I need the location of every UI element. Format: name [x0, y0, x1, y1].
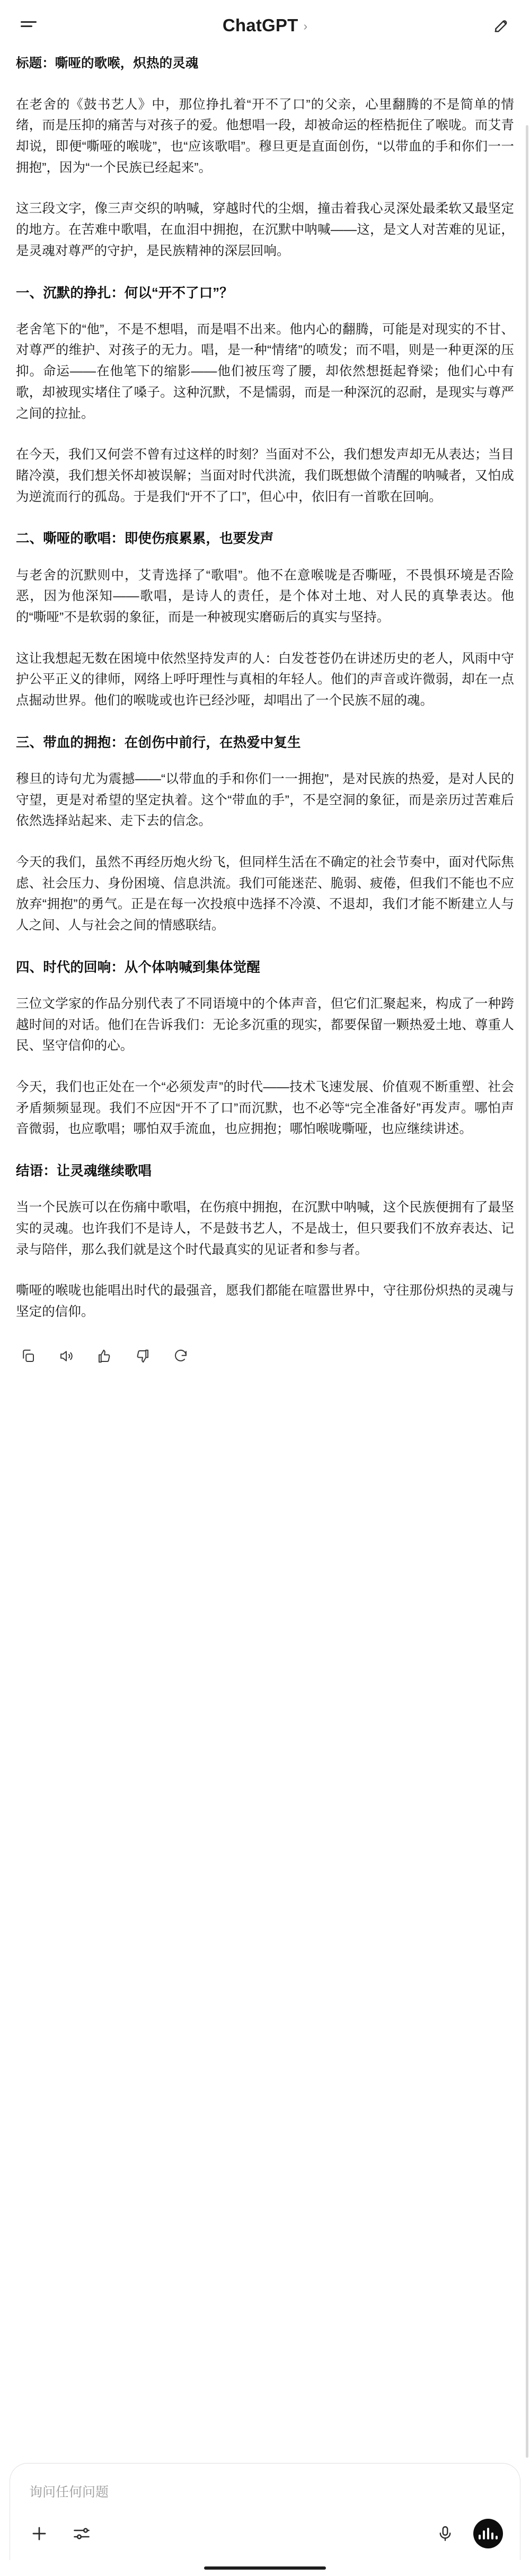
composer-area	[0, 2463, 530, 2576]
home-indicator-bar	[204, 2566, 326, 2570]
closing-heading: 结语：让灵魂继续歌唱	[16, 1164, 152, 1179]
section-1-paragraph-2: 在今天，我们又何尝不曾有过这样的时刻？当面对不公，我们想发声却无从表达；当目睹冷漠，我们想关怀却被误解；当面对时代洪流，我们既想做个清醒的呐喊者，又怕成为逆流而行的孤岛。于是我们“开不了口”，但心中，依旧有一首歌在回响。	[16, 447, 514, 504]
section-2-paragraph-1: 与老舍的沉默则中，艾青选择了“歌唱”。他不在意喉咙是否嘶哑，不畏惧环境是否险恶，因为他深知——歌唱，是诗人的责任，是个体对土地、对人民的真挚表达。他的“嘶哑”不是软弱的象征，而是一种被现实磨砺后的真实与坚持。	[16, 568, 514, 625]
voice-waveform-icon	[479, 2528, 498, 2539]
closing-paragraph-2: 嘶哑的喉咙也能唱出时代的最强音，愿我们都能在喧嚣世界中，守往那份炽热的灵魂与坚定的信仰。	[16, 1283, 514, 1320]
page-title	[0, 15, 530, 36]
refresh-icon	[173, 1348, 189, 1364]
section-heading-3: 三、带血的拥抱：在创伤中前行，在热爱中复生	[16, 735, 301, 750]
message-input[interactable]: 询问任何问题	[29, 2485, 109, 2500]
section-3-paragraph-1: 穆旦的诗句尤为震撼——“以带血的手和你们一一拥抱”，是对民族的热爱，是对人民的守望，更是对希望的坚定执着。这个“带血的手”，不是空洞的象征，而是亲历过苦难后依然选择站起来、走下去的信念。	[16, 771, 514, 829]
microphone-icon	[436, 2525, 454, 2543]
hamburger-menu-icon	[21, 21, 37, 30]
section-1-paragraph-1: 老舍笔下的“他”，不是不想唱，而是唱不出来。他内心的翻腾，可能是对现实的不甘、对尊严的维护、对孩子的无力。唱，是一种“情绪”的喷发；而不唱，则是一种更深的压抑。命运——在他笔下的缩影——他们被压弯了腰，却依然想挺起脊梁；他们心中有歌，却被现实堵住了嗓子。这种沉默，不是懦弱，而是一种深沉的忍耐，是现实与尊严之间的拉扯。	[16, 322, 514, 421]
vertical-scrollbar[interactable]	[526, 125, 528, 2458]
header-right-group	[488, 12, 515, 39]
voice-mode-button[interactable]	[473, 2519, 503, 2548]
section-3-paragraph-2: 今天的我们，虽然不再经历炮火纷飞，但同样生活在不确定的社会节奏中，面对代际焦虑、社会压力、身份困境、信息洪流。我们可能迷茫、脆弱、疲倦，但我们不能也不应放弃“拥抱”的勇气。正是在每一次投痕中选择不冷漠、不退却，我们才能不断建立人与人之间、人与社会之间的情感联结。	[16, 855, 514, 933]
assistant-message	[16, 53, 514, 1323]
intro-paragraph-2: 这三段文字，像三声交织的呐喊，穿越时代的尘烟，撞击着我心灵深处最柔软又最坚定的地方。在苦难中歌唱，在血泪中拥抱，在沉默中呐喊——这，是文人对苦难的见证，是灵魂对尊严的守护，是民族精神的深层回响。	[16, 201, 514, 258]
regenerate-button[interactable]	[171, 1346, 191, 1366]
section-4-paragraph-2: 今天，我们也正处在一个“必须发声”的时代——技术飞速发展、价值观不断重塑、社会矛盾频频显现。我们不应因“开不了口”而沉默，也不必等“完全准备好”再发声。哪怕声音微弱，也应歌唱；哪怕双手流血，也应拥抱；哪怕喉咙嘶哑，也应继续讲述。	[16, 1080, 514, 1137]
section-4-paragraph-1: 三位文学家的作品分别代表了不同语境中的个体声音，但它们汇聚起来，构成了一种跨越时间的对话。他们在告诉我们：无论多沉重的现实，都要保留一颗热爱土地、尊重人民、坚守信仰的心。	[16, 996, 514, 1053]
thumbs-up-button[interactable]	[94, 1346, 114, 1366]
new-chat-button[interactable]	[488, 12, 515, 39]
message-action-bar	[16, 1343, 514, 1384]
chevron-right-icon: ›	[303, 19, 308, 33]
copy-button[interactable]	[18, 1346, 38, 1366]
app-title-label: ChatGPT	[222, 15, 298, 35]
section-heading-1: 一、沉默的挣扎：何以“开不了口”？	[16, 285, 233, 301]
sliders-tools-icon	[72, 2524, 91, 2543]
copy-icon	[20, 1348, 36, 1364]
compose-new-chat-icon	[492, 16, 510, 34]
app-header	[0, 0, 530, 51]
composer-right-actions	[433, 2519, 503, 2548]
section-2-paragraph-2: 这让我想起无数在困境中依然坚持发声的人：白发苍苍仍在讲述历史的老人，风雨中守护公平正义的律师，网络上呼吁理性与真相的年轻人。他们的声音或许微弱，却在一点点掘动世界。他们的喉咙或也许已经沙哑，却唱出了一个民族不屈的魂。	[16, 651, 514, 708]
system-home-indicator	[0, 2560, 530, 2576]
speaker-icon	[58, 1348, 74, 1364]
thumbs-down-button[interactable]	[132, 1346, 153, 1366]
tools-button[interactable]	[69, 2521, 94, 2546]
attach-button[interactable]	[27, 2521, 51, 2546]
section-heading-2: 二、嘶哑的歌唱：即使伤痕累累，也要发声	[16, 531, 274, 547]
message-composer[interactable]	[10, 2463, 520, 2560]
thumbs-down-icon	[135, 1348, 151, 1364]
closing-paragraph-1: 当一个民族可以在伤痛中歌唱，在伤痕中拥抱，在沉默中呐喊，这个民族便拥有了最坚实的灵魂。也许我们不是诗人，不是鼓书艺人，不是战士，但只要我们不放弃表达、记录与陪伴，那么我们就是这个时代最真实的见证者和参与者。	[16, 1200, 514, 1257]
intro-paragraph-1: 在老舍的《鼓书艺人》中，那位挣扎着“开不了口”的父亲，心里翻腾的不是简单的情绪，而是压抑的痛苦与对孩子的爱。他想唱一段，却被命运的桎梏扼住了喉咙。而艾青却说，即便“嘶哑的喉咙”，也“应该歌唱”。穆旦更是直面创伤，“以带血的手和你们一一拥抱”，因为“一个民族已经起来”。	[16, 97, 514, 175]
composer-left-actions	[27, 2521, 94, 2546]
conversation-scroll-area[interactable]	[0, 51, 530, 2463]
essay-title: 标题：嘶哑的歌喉，炽热的灵魂	[16, 56, 199, 71]
header-left-group	[15, 12, 42, 39]
dictate-button[interactable]	[433, 2521, 457, 2546]
section-heading-4: 四、时代的回响：从个体呐喊到集体觉醒	[16, 960, 260, 975]
plus-icon	[29, 2524, 49, 2544]
thumbs-up-icon	[96, 1348, 112, 1364]
read-aloud-button[interactable]	[56, 1346, 76, 1366]
composer-toolbar	[26, 2517, 504, 2552]
sidebar-menu-button[interactable]	[15, 12, 42, 39]
